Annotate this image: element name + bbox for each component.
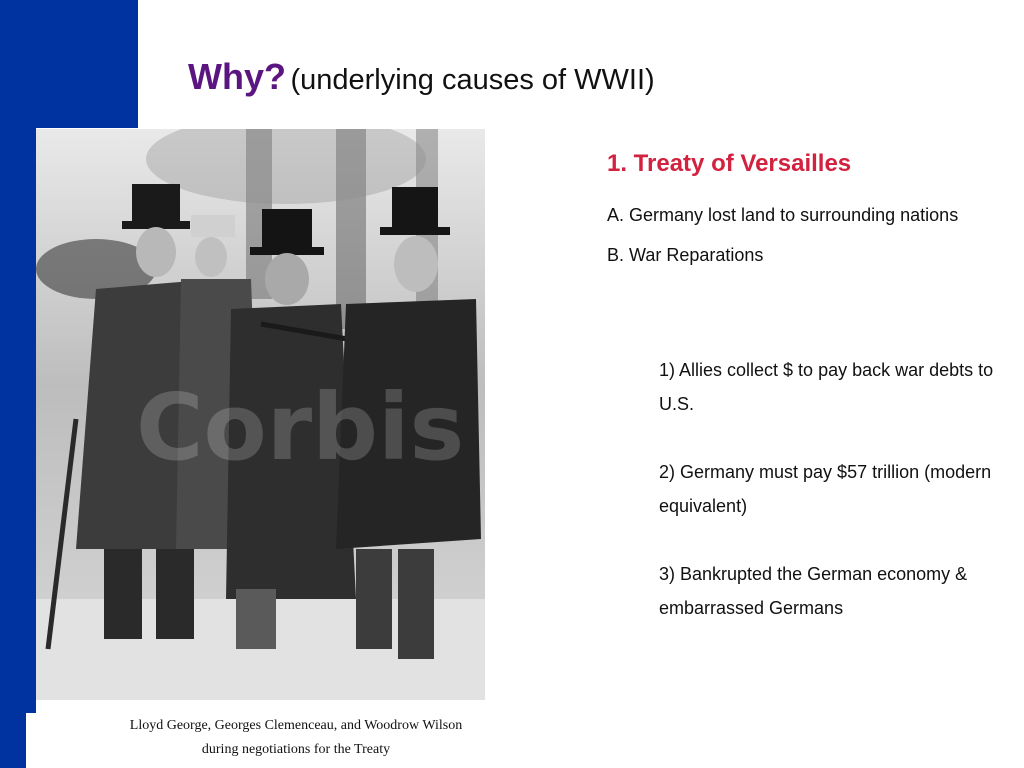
photo-caption xyxy=(100,714,492,762)
subpoint-1: 1) Allies collect $ to pay back war debts to U.S. xyxy=(659,360,994,414)
title-sub: (underlying causes of WWII) xyxy=(290,64,655,96)
point-a: A. Germany lost land to surrounding nations xyxy=(607,205,959,225)
blue-accent-bar-bottom xyxy=(0,713,26,768)
caption-line-2: during negotiations for the Treaty xyxy=(201,742,391,757)
historical-photo xyxy=(36,129,485,700)
subpoint-2: 2) Germany must pay $57 trillion (modern equivalent) xyxy=(659,462,992,516)
blue-accent-bar-top xyxy=(0,0,138,128)
blue-accent-bar-side xyxy=(0,128,36,713)
photo-illustration xyxy=(36,129,485,700)
slide-title xyxy=(188,56,655,98)
watermark: Corbis xyxy=(136,374,465,481)
subpoint-3: 3) Bankrupted the German economy & embarrassed Germans xyxy=(659,564,968,618)
point-b: B. War Reparations xyxy=(607,245,764,265)
subpoint-list xyxy=(659,353,1004,659)
section-heading: 1. Treaty of Versailles xyxy=(607,150,852,177)
title-main: Why? xyxy=(188,56,286,97)
caption-line-1: Lloyd George, Georges Clemenceau, and Woodrow Wilson xyxy=(129,718,463,733)
content-block xyxy=(607,150,1007,278)
